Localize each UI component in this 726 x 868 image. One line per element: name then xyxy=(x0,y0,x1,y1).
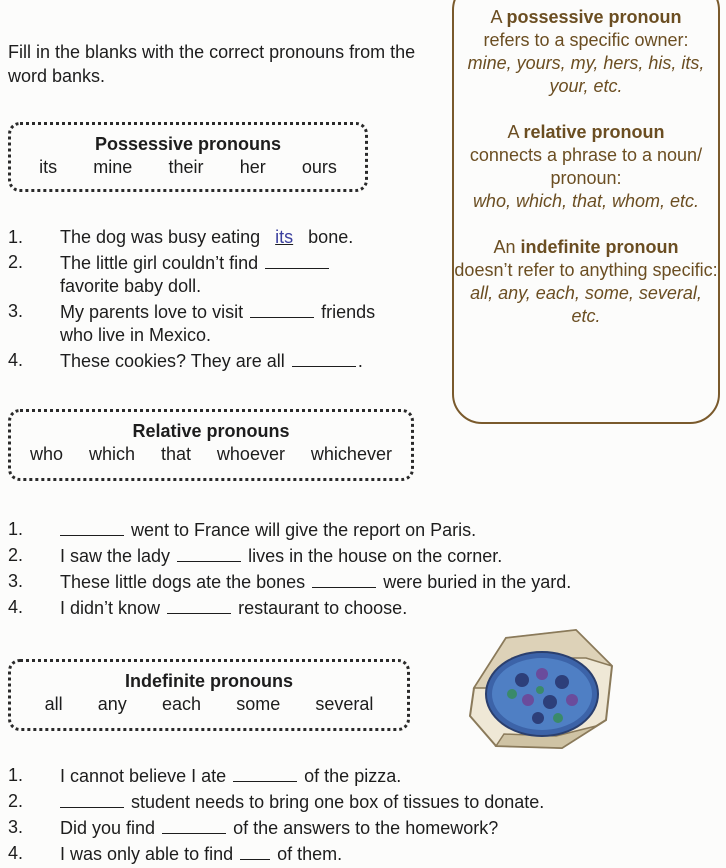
question-number: 3. xyxy=(8,301,24,321)
question-item xyxy=(8,299,448,347)
question-item xyxy=(8,569,668,593)
bank-word: its xyxy=(39,157,58,177)
pronoun-definitions-box xyxy=(452,0,720,424)
question-number: 4. xyxy=(8,843,24,863)
question-number: 1. xyxy=(8,765,24,785)
question-text: The little girl couldn’t find xyxy=(60,253,259,273)
bank-word: each xyxy=(161,694,202,714)
question-text: who live in Mexico. xyxy=(60,325,212,345)
question-text: of them. xyxy=(277,844,343,864)
question-text: My parents love to visit xyxy=(60,302,244,322)
answer-blank[interactable] xyxy=(167,595,231,614)
bank-word: that xyxy=(160,444,191,464)
question-text: I didn’t know xyxy=(60,598,161,618)
question-text: were buried in the yard. xyxy=(383,572,572,592)
answer-blank[interactable] xyxy=(240,841,270,860)
question-item xyxy=(8,595,648,619)
answer-blank[interactable]: its xyxy=(275,227,294,247)
question-item xyxy=(8,348,448,372)
bank-word: some xyxy=(236,694,281,714)
possessive-definition-text: refers to a specific owner: xyxy=(483,30,689,50)
question-item xyxy=(8,250,448,298)
relative-term: relative pronoun xyxy=(523,122,665,142)
answer-blank[interactable] xyxy=(292,348,356,367)
bank-word: her xyxy=(239,157,266,177)
indefinite-prefix: An xyxy=(493,237,521,257)
question-number: 1. xyxy=(8,227,24,247)
question-text: . xyxy=(357,351,363,371)
answer-blank[interactable] xyxy=(312,569,376,588)
bank-word: any xyxy=(97,694,127,714)
question-text: Did you find xyxy=(60,818,156,838)
bank-title: Relative pronouns xyxy=(132,421,290,441)
bank-word: whichever xyxy=(310,444,392,464)
bank-words xyxy=(11,692,407,716)
relative-definition xyxy=(454,121,718,213)
question-item xyxy=(8,841,648,865)
question-text: went to France will give the report on Paris. xyxy=(131,520,477,540)
question-text: lives in the house on the corner. xyxy=(248,546,503,566)
answer-blank[interactable] xyxy=(265,250,329,269)
relative-definition-text: connects a phrase to a noun/ pronoun: xyxy=(469,145,703,188)
question-text: of the answers to the homework? xyxy=(233,818,499,838)
bank-words xyxy=(11,442,411,466)
question-number: 4. xyxy=(8,597,24,617)
answer-blank[interactable] xyxy=(162,815,226,834)
indefinite-definition xyxy=(454,236,718,328)
bank-word: several xyxy=(315,694,374,714)
answer-blank[interactable] xyxy=(233,763,297,782)
question-number: 2. xyxy=(8,252,24,272)
question-item xyxy=(8,789,668,813)
question-text: These little dogs ate the bones xyxy=(60,572,306,592)
instructions: Fill in the blanks with the correct pronouns from the word banks. xyxy=(8,42,416,86)
indefinite-term: indefinite pronoun xyxy=(520,237,679,257)
question-number: 3. xyxy=(8,571,24,591)
question-text: friends xyxy=(321,302,376,322)
bank-word: all xyxy=(44,694,63,714)
question-text: favorite baby doll. xyxy=(60,276,202,296)
pizza-box-icon xyxy=(466,628,616,750)
indefinite-definition-text: doesn’t refer to anything specific: xyxy=(454,260,718,280)
bank-word: mine xyxy=(93,157,133,177)
question-number: 2. xyxy=(8,791,24,811)
relative-word-bank xyxy=(8,409,414,481)
question-item xyxy=(8,763,648,787)
possessive-examples: mine, yours, my, hers, his, its, your, etc. xyxy=(467,53,705,96)
possessive-word-bank xyxy=(8,122,368,192)
answer-blank[interactable] xyxy=(177,543,241,562)
question-text: student needs to bring one box of tissues to donate. xyxy=(131,792,545,812)
possessive-term: possessive pronoun xyxy=(506,7,682,27)
bank-words xyxy=(11,155,365,179)
question-number: 3. xyxy=(8,817,24,837)
bank-title: Indefinite pronouns xyxy=(125,671,293,691)
bank-word: their xyxy=(168,157,204,177)
possessive-definition xyxy=(454,6,718,98)
question-item xyxy=(8,815,648,839)
question-text: of the pizza. xyxy=(304,766,402,786)
bank-title: Possessive pronouns xyxy=(94,134,282,154)
answer-blank[interactable] xyxy=(60,517,124,536)
question-item xyxy=(8,543,648,567)
bank-word: which xyxy=(88,444,135,464)
bank-word: ours xyxy=(301,157,337,177)
relative-examples: who, which, that, whom, etc. xyxy=(472,191,700,211)
question-text: restaurant to choose. xyxy=(238,598,408,618)
answer-blank[interactable] xyxy=(60,789,124,808)
question-item xyxy=(8,225,448,249)
question-number: 2. xyxy=(8,545,24,565)
answer-blank[interactable] xyxy=(250,299,314,318)
bank-word: who xyxy=(29,444,63,464)
question-text: bone. xyxy=(308,227,354,247)
indefinite-examples: all, any, each, some, several, etc. xyxy=(470,283,702,326)
relative-prefix: A xyxy=(507,122,524,142)
possessive-prefix: A xyxy=(490,7,507,27)
question-number: 4. xyxy=(8,350,24,370)
question-item xyxy=(8,517,648,541)
question-text: I cannot believe I ate xyxy=(60,766,227,786)
bank-word: whoever xyxy=(216,444,285,464)
question-text: The dog was busy eating xyxy=(60,227,261,247)
indefinite-word-bank xyxy=(8,659,410,731)
question-number: 1. xyxy=(8,519,24,539)
question-text: I was only able to find xyxy=(60,844,234,864)
question-text: I saw the lady xyxy=(60,546,171,566)
question-text: These cookies? They are all xyxy=(60,351,285,371)
